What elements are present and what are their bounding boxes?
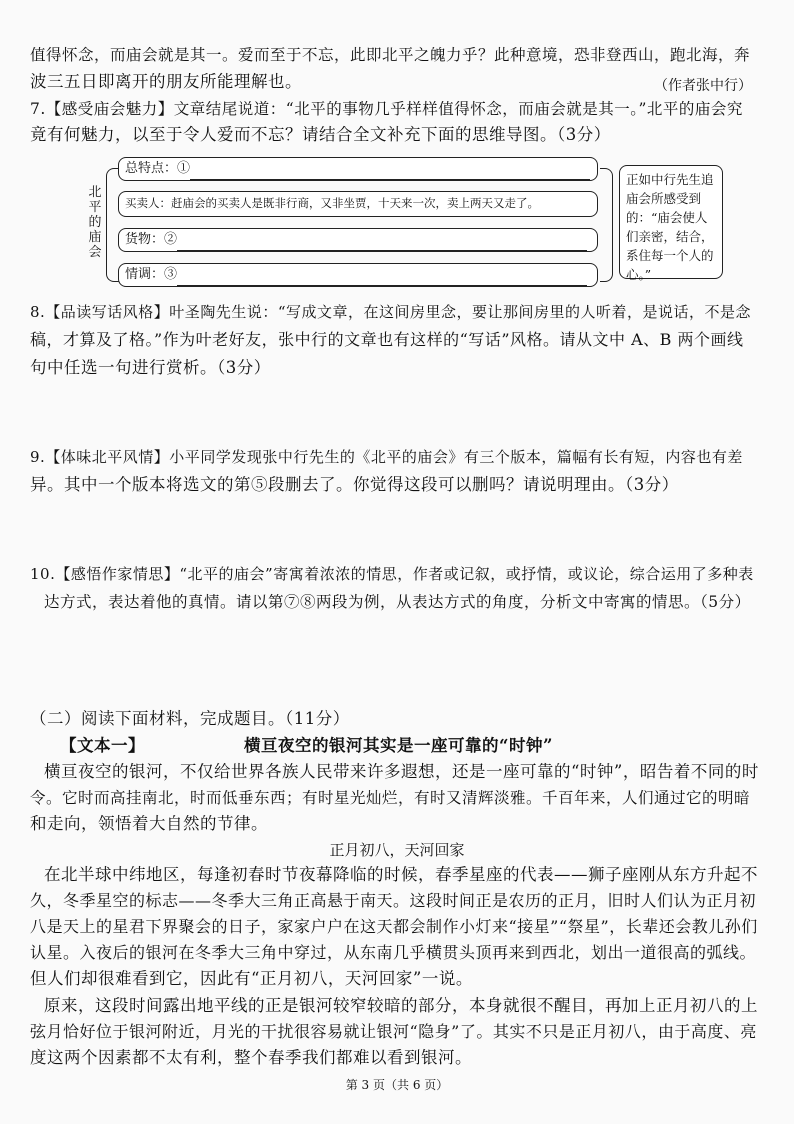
p3-line-1: 原来，这段时间露出地平线的正是银河较窄较暗的部分，本身就很不醒目，再加上正月初八的上: [44, 996, 758, 1015]
intro-line-1: 值得怀念，而庙会就是其一。爱而至于不忘，此即北平之魄力乎？此种意境，恐非登西山，跑北海，奔: [30, 46, 751, 64]
row-general-label: 总特点：①: [125, 161, 191, 176]
diagram-row-sellers: [118, 191, 598, 217]
p3-line-2: 弦月恰好位于银河附近，月光的干扰很容易就让银河“隐身”了。其实不只是正月初八，由于高度、亮: [30, 1022, 757, 1041]
text1-label: 【文本一】: [60, 736, 145, 755]
right-brace: [600, 168, 613, 282]
p2-line-2: 久，冬季星空的标志——冬季大三角正高悬于南天。这段时间正是农历的正月，旧时人们认为正月初: [30, 891, 757, 910]
page-footer: 第 3 页（共 6 页）: [345, 1078, 449, 1092]
p2-line-1: 在北半球中纬地区，每逢初春时节夜幕降临的时候，春季星座的代表——狮子座刚从东方升起不: [44, 865, 758, 884]
p1-line-3: 和走向，领悟着大自然的节律。: [30, 814, 268, 833]
row-goods-label: 货物：②: [125, 232, 178, 247]
row-mood-label: 情调：③: [125, 267, 178, 282]
q9-line-1: 9.【体味北平风情】小平同学发现张中行先生的《北平的庙会》有三个版本，篇幅有长有短，内容也有差: [30, 448, 743, 466]
mind-map-left-label: 北平的庙会: [88, 185, 102, 260]
q8-line-3: 句中任选一句进行赏析。（3分）: [30, 358, 271, 377]
p2-line-5: 但人们却很难看到它，因此有“正月初八，天河回家”一说。: [30, 969, 473, 988]
q7-line-1: 7.【感受庙会魅力】文章结尾说道：“北平的事物几乎样样值得怀念，而庙会就是其一。”北平的庙会究: [30, 100, 743, 118]
q7-line-2: 竟有何魅力，以至于令人爱而不忘？请结合全文补充下面的思维导图。（3分）: [30, 125, 611, 144]
answer-blank-3[interactable]: [177, 271, 587, 286]
row-sellers-text: 买卖人：赶庙会的买卖人是既非行商，又非坐贾，十天来一次，卖上两天又走了。: [125, 196, 539, 210]
answer-blank-2[interactable]: [177, 236, 587, 251]
left-brace: [106, 168, 119, 282]
intro-line-2: 波三五日即离开的朋友所能理解也。: [30, 72, 302, 91]
q8-line-1: 8.【品读写话风格】叶圣陶先生说：“写成文章，在这间房里念，要让那间房里的人听着，是说话，不是念: [30, 303, 751, 321]
p3-line-3: 度这两个因素都不太有利，整个春季我们都难以看到银河。: [30, 1048, 472, 1067]
p2-line-4: 认星。入夜后的银河在冬季大三角中穿过，从东南几乎横贯头顶再来到西北，划出一道很高的弧线。: [30, 943, 757, 962]
diagram-side-note: 正如中行先生追庙会所感受到的：“庙会使人们亲密，结合，系住每一个人的心。”: [619, 165, 723, 279]
q9-line-2: 异。其中一个版本将选文的第⑤段删去了。你觉得这段可以删吗？请说明理由。（3分）: [30, 475, 679, 494]
answer-blank-1[interactable]: [190, 165, 590, 180]
text1-title: 横亘夜空的银河其实是一座可靠的“时钟”: [244, 736, 553, 755]
author-note: （作者张中行）: [654, 78, 752, 94]
q10-line-1: 10.【感悟作家情思】“北平的庙会”寄寓着浓浓的情思，作者或记叙，或抒情，或议论，综合运用了多种表: [30, 565, 754, 583]
subtitle: 正月初八，天河回家: [329, 841, 465, 859]
p1-line-2: 令。它时而高挂南北，时而低垂东西；有时星光灿烂，有时又清辉淡雅。千百年来，人们通过它的明暗: [30, 789, 751, 807]
p1-line-1: 横亘夜空的银河，不仅给世界各族人民带来许多遐想，还是一座可靠的“时钟”，昭告着不同的时: [44, 762, 759, 781]
p2-line-3: 八是天上的星君下界聚会的日子，家家户户在这天都会制作小灯来“接星”“祭星”，长辈还会教儿孙们: [30, 917, 758, 936]
section2-heading: （二）阅读下面材料，完成题目。（11分）: [30, 709, 350, 728]
diagram-row-mood: [118, 263, 598, 287]
diagram-row-general: [118, 157, 598, 181]
q8-line-2: 稿，才算及了格。”作为叶老好友，张中行的文章也有这样的“写话”风格。请从文中 A、B 两个画线: [30, 330, 744, 349]
diagram-row-goods: [118, 228, 598, 252]
q10-line-2: 达方式，表达着他的真情。请以第⑦⑧两段为例，从表达方式的角度，分析文中寄寓的情思。（5分）: [44, 593, 751, 611]
